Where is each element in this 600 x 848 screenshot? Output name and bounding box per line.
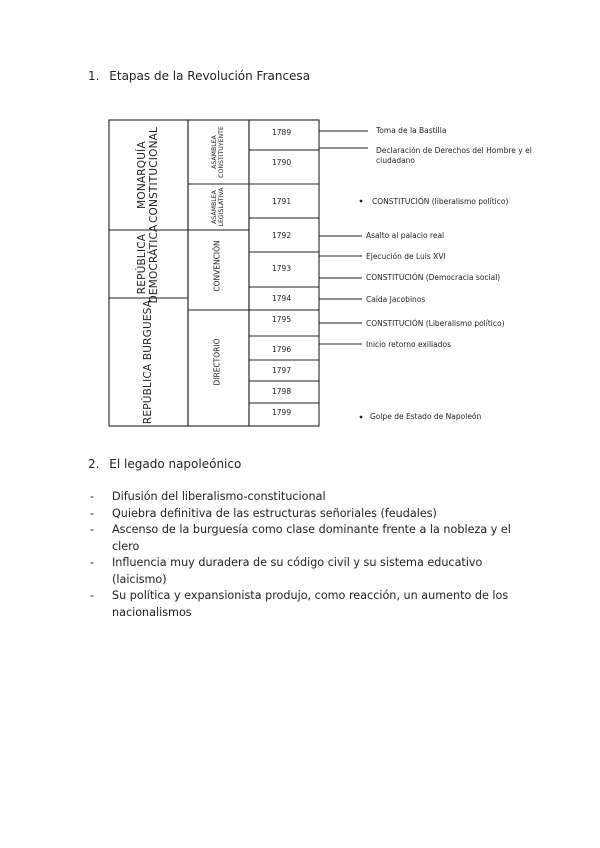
event-label: Golpe de Estado de Napoleón (370, 412, 482, 421)
year-cell: 1799 (272, 408, 292, 417)
phase-republica-democratica (136, 225, 160, 304)
body-label-line1: ASAMBLEA (210, 190, 218, 224)
list-item (90, 489, 540, 506)
year-cell: 1794 (272, 294, 292, 303)
event-label: Declaración de Derechos del Hombre y el ciudadano (376, 146, 532, 165)
year-cell: 1789 (272, 128, 292, 137)
phase-label-line1: MONARQUÍA (135, 141, 148, 209)
phase-label-line2: CONSTITUCIONAL (148, 126, 160, 224)
list-item-text: Ascenso de la burguesía como clase dominante frente a la nobleza y el clero (112, 523, 511, 553)
phase-monarquia-constitucional (136, 127, 160, 223)
year-cell: 1791 (272, 197, 292, 206)
list-item (90, 555, 540, 588)
event-label: Ejecución de Luis XVI (366, 252, 446, 261)
phase-label-line2: DEMOCRÁTICA (148, 224, 160, 304)
year-cell: 1798 (272, 387, 292, 396)
event-label: Caída Jacobinos (366, 295, 426, 304)
body-asamblea-legislativa (211, 188, 225, 227)
event-label: Toma de la Bastilla (376, 126, 447, 135)
section-2-heading (88, 457, 241, 471)
list-item-text: Quiebra definitiva de las estructuras señoriales (feudales) (112, 506, 437, 520)
year-cell: 1797 (272, 366, 292, 375)
section-2-number: 2. (88, 457, 100, 471)
body-label-line1: ASAMBLEA (210, 135, 218, 169)
phase-label-line1: REPÚBLICA (135, 233, 148, 295)
phase-label-line1: REPÚBLICA BURGUESA (141, 299, 154, 425)
year-cell: 1790 (272, 158, 292, 167)
event-label: Asalto al palacio real (366, 231, 445, 240)
body-label-line2: CONSTITUYENTE (218, 126, 225, 178)
legacy-list (90, 489, 540, 621)
list-item-text: Influencia muy duradera de su código civil y su sistema educativo (laicismo) (112, 556, 483, 586)
body-convencion (214, 240, 223, 291)
bullet-dash: - (90, 589, 95, 602)
bullet-dash: - (90, 556, 95, 569)
year-cell: 1795 (272, 315, 292, 324)
bullet-dash: - (90, 490, 95, 503)
section-1-title: Etapas de la Revolución Francesa (109, 69, 311, 83)
year-cell: 1796 (272, 345, 292, 354)
body-label-line1: CONVENCIÓN (212, 240, 222, 292)
section-1-number: 1. (88, 69, 100, 83)
phase-republica-burguesa (142, 300, 154, 424)
event-label: CONSTITUCIÓN (Liberalismo político) (366, 319, 505, 328)
year-cell: 1792 (272, 231, 292, 240)
year-cell: 1793 (272, 264, 292, 273)
list-item (90, 506, 540, 523)
bullet-dash: - (90, 506, 95, 520)
body-asamblea-constituyente (211, 126, 225, 178)
section-2-title: El legado napoleónico (109, 457, 242, 471)
body-label-line2: LEGISLATIVA (218, 187, 225, 227)
event-label: CONSTITUCIÓN (Democracia social) (366, 273, 501, 282)
body-label-line1: DIRECTORIO (212, 338, 222, 386)
list-item (90, 522, 540, 555)
body-directorio (214, 339, 223, 386)
bullet-dash: - (90, 523, 95, 536)
list-item-text: Difusión del liberalismo-constitucional (112, 490, 326, 503)
event-label: Inicio retorno exiliados (366, 340, 451, 349)
event-label: CONSTITUCIÓN (liberalismo político) (372, 197, 509, 206)
list-item-text: Su política y expansionista produjo, como reacción, un aumento de los nacionalismos (112, 589, 509, 619)
list-item (90, 588, 540, 621)
